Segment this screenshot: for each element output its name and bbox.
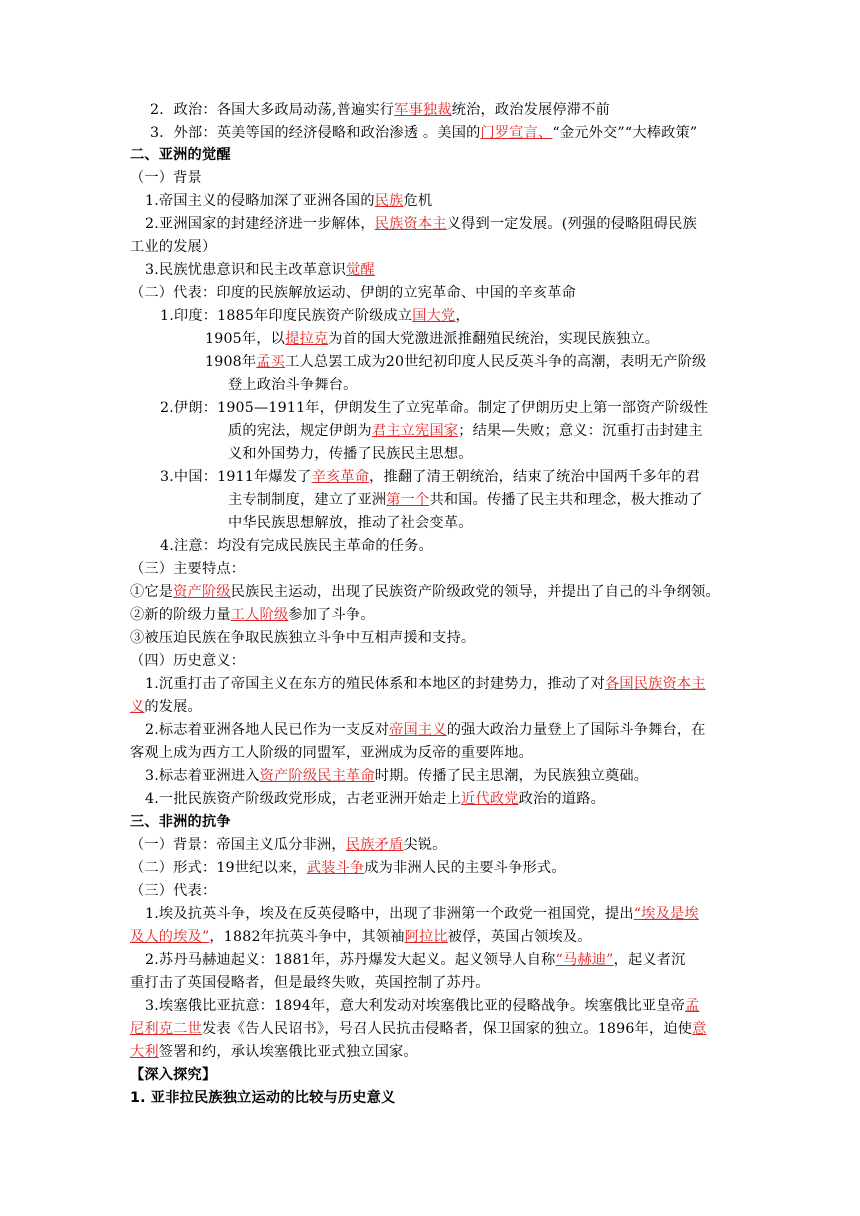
highlighted-keyword: 民族矛盾 xyxy=(345,837,404,853)
text-line xyxy=(228,512,735,535)
line-text: 工业的发展） xyxy=(130,239,217,255)
line-text: 民族民主运动，出现了民族资产阶级政党的领导，并提出了自己的斗争纲领。 xyxy=(230,584,720,600)
line-text: 1. 亚非拉民族独立运动的比较与历史意义 xyxy=(130,1090,396,1106)
line-text: ，1882年抗英斗争中，其领袖 xyxy=(209,929,405,945)
text-line xyxy=(130,926,735,949)
highlighted-keyword: 门罗宣言、 xyxy=(480,125,553,141)
line-text: 为首的国大党激进派推翻殖民统治，实现民族独立。 xyxy=(328,331,660,347)
line-text: 参加了斗争。 xyxy=(288,607,375,623)
line-text: 1.埃及抗英斗争，埃及在反英侵略中，出现了非洲第一个政党一祖国党，提出 xyxy=(145,906,634,922)
line-text: “金元外交”“大棒政策” xyxy=(552,125,698,141)
line-text: 1908年 xyxy=(205,354,257,370)
text-line xyxy=(130,650,735,673)
highlighted-keyword: 大利 xyxy=(130,1044,159,1060)
text-line xyxy=(150,122,735,145)
text-line xyxy=(228,420,735,443)
text-line xyxy=(130,627,735,650)
text-line xyxy=(228,443,735,466)
line-text: 1.沉重打击了帝国主义在东方的殖民体系和本地区的封建势力，推动了对 xyxy=(145,676,605,692)
text-line xyxy=(228,374,735,397)
line-text: （一）背景 xyxy=(130,170,202,186)
text-line xyxy=(130,972,735,995)
line-text: 2．政治：各国大多政局动荡,普遍实行 xyxy=(150,102,395,118)
line-text: 【深入探究】 xyxy=(130,1067,217,1083)
line-text: 危机 xyxy=(403,193,433,209)
highlighted-keyword: 君主立宪国家 xyxy=(371,423,459,439)
highlighted-keyword: 提拉克 xyxy=(285,331,329,347)
highlighted-keyword: 近代政党 xyxy=(461,791,519,807)
line-text: 时期。传播了民主思潮，为民族独立奠础。 xyxy=(374,768,649,784)
line-text: 3．外部：英美等国的经济侵略和政治渗透 。美国的 xyxy=(150,125,481,141)
line-text: 客观上成为西方工人阶级的同盟军，亚洲成为反帝的重要阵地。 xyxy=(130,745,533,761)
line-text: 2.亚洲国家的封建经济进一步解体， xyxy=(145,216,375,232)
line-text: ， xyxy=(455,308,470,324)
highlighted-keyword: 孟买 xyxy=(256,354,286,370)
section-heading xyxy=(130,1064,735,1087)
line-text: 成为非洲人民的主要斗争形式。 xyxy=(364,860,566,876)
text-line xyxy=(130,604,735,627)
line-text: 被俘，英国占领埃及。 xyxy=(447,929,592,945)
text-line xyxy=(145,719,735,742)
line-text: 主专制制度，建立了亚洲 xyxy=(228,492,387,508)
highlighted-keyword: “埃及是埃 xyxy=(633,906,699,922)
highlighted-keyword: 资产阶级 xyxy=(173,584,231,600)
text-line xyxy=(130,1018,735,1041)
text-line xyxy=(130,1041,735,1064)
line-text: 4.一批民族资产阶级政党形成，古老亚洲开始走上 xyxy=(145,791,462,807)
highlighted-keyword: 第一个 xyxy=(386,492,430,508)
text-line xyxy=(130,742,735,765)
line-text: ②新的阶级力量 xyxy=(130,607,231,623)
highlighted-keyword: 觉醒 xyxy=(345,262,375,278)
line-text: 2.伊朗：1905—1911年，伊朗发生了立宪革命。制定了伊朗历史上第一部资产阶级性 xyxy=(160,400,709,416)
line-text: 签署和约，承认埃塞俄比亚式独立国家。 xyxy=(158,1044,418,1060)
line-text: 登上政治斗争舞台。 xyxy=(228,377,358,393)
highlighted-keyword: 军事独裁 xyxy=(394,102,452,118)
line-text: 三、非洲的抗争 xyxy=(130,814,231,830)
line-text: 1.帝国主义的侵略加深了亚洲各国的 xyxy=(145,193,375,209)
text-line xyxy=(145,190,735,213)
highlighted-keyword: 辛亥革命 xyxy=(311,469,370,485)
line-text: （二）代表：印度的民族解放运动、伊朗的立宪革命、中国的辛亥革命 xyxy=(130,285,577,301)
line-text: 二、亚洲的觉醒 xyxy=(130,147,231,163)
text-line xyxy=(145,788,735,811)
line-text: 尖锐。 xyxy=(403,837,447,853)
line-text: （三）代表： xyxy=(130,883,217,899)
line-text: ①它是 xyxy=(130,584,174,600)
line-text: ，起义者沉 xyxy=(613,952,686,968)
highlighted-keyword: 民族资本主 xyxy=(374,216,447,232)
text-line xyxy=(130,857,735,880)
section-heading xyxy=(130,811,735,834)
highlighted-keyword: “马赫迪” xyxy=(555,952,614,968)
text-line xyxy=(145,213,735,236)
text-line xyxy=(145,673,735,696)
text-line xyxy=(130,696,735,719)
text-line xyxy=(205,328,735,351)
line-text: 发表《告人民诏书》，号召人民抗击侵略者，保卫国家的独立。1896年，迫使 xyxy=(201,1021,693,1037)
line-text: 工人总罢工成为20世纪初印度人民反英斗争的高潮，表明无产阶级 xyxy=(285,354,707,370)
line-text: （一）背景：帝国主义瓜分非洲， xyxy=(130,837,346,853)
text-line xyxy=(145,903,735,926)
line-text: 义和外国势力，传播了民族民主思想。 xyxy=(228,446,473,462)
highlighted-keyword: 民族 xyxy=(374,193,404,209)
line-text: ；结果—失败；意义：沉重打击封建主 xyxy=(458,423,703,439)
highlighted-keyword: 国大党 xyxy=(412,308,456,324)
line-text: 统治，政治发展停滞不前 xyxy=(451,102,610,118)
text-line xyxy=(130,167,735,190)
line-text: 中华民族思想解放，推动了社会变革。 xyxy=(228,515,473,531)
line-text: 的强大政治力量登上了国际斗争舞台，在 xyxy=(446,722,706,738)
text-line xyxy=(145,259,735,282)
text-line xyxy=(130,880,735,903)
text-line xyxy=(130,558,735,581)
text-line xyxy=(160,397,735,420)
highlighted-keyword: 武装斗争 xyxy=(306,860,365,876)
line-text: 3.中国：1911年爆发了 xyxy=(160,469,312,485)
line-text: 的发展。 xyxy=(144,699,202,715)
text-line xyxy=(160,535,735,558)
section-heading xyxy=(130,144,735,167)
line-text: ③被压迫民族在争取民族独立斗争中互相声援和支持。 xyxy=(130,630,476,646)
highlighted-keyword: 阿拉比 xyxy=(404,929,448,945)
text-line xyxy=(130,236,735,259)
line-text: 2.苏丹马赫迪起义：1881年，苏丹爆发大起义。起义领导人自称 xyxy=(145,952,556,968)
line-text: 共和国。传播了民主共和理念，极大推动了 xyxy=(429,492,703,508)
text-line xyxy=(150,99,735,122)
highlighted-keyword: 及人的埃及” xyxy=(130,929,210,945)
line-text: 3.标志着亚洲进入 xyxy=(145,768,260,784)
line-text: 义得到一定发展。(列强的侵略阻碍民族 xyxy=(446,216,698,232)
text-line xyxy=(130,834,735,857)
text-line xyxy=(145,765,735,788)
highlighted-keyword: 义 xyxy=(130,699,145,715)
line-text: （二）形式：19世纪以来， xyxy=(130,860,307,876)
line-text: ，推翻了清王朝统治，结束了统治中国两千多年的君 xyxy=(369,469,701,485)
highlighted-keyword: 各国民族资本主 xyxy=(604,676,706,692)
text-line xyxy=(205,351,735,374)
text-line xyxy=(130,581,735,604)
section-heading xyxy=(130,1087,735,1110)
line-text: 重打击了英国侵略者，但是最终失败，英国控制了苏丹。 xyxy=(130,975,490,991)
text-line xyxy=(145,995,735,1018)
highlighted-keyword: 工人阶级 xyxy=(230,607,289,623)
highlighted-keyword: 资产阶级民主革命 xyxy=(259,768,375,784)
line-text: 4.注意：均没有完成民族民主革命的任务。 xyxy=(160,538,433,554)
highlighted-keyword: 尼利克二世 xyxy=(130,1021,202,1037)
line-text: 2.标志着亚洲各地人民已作为一支反对 xyxy=(145,722,390,738)
line-text: 3.民族忧患意识和民主改革意识 xyxy=(145,262,346,278)
text-line xyxy=(130,282,735,305)
text-line xyxy=(160,466,735,489)
line-text: 1905年，以 xyxy=(205,331,286,347)
highlighted-keyword: 意 xyxy=(692,1021,707,1037)
text-line xyxy=(145,949,735,972)
line-text: （三）主要特点： xyxy=(130,561,246,577)
text-line xyxy=(160,305,735,328)
highlighted-keyword: 孟 xyxy=(685,998,700,1014)
highlighted-keyword: 帝国主义 xyxy=(389,722,447,738)
line-text: 3.埃塞俄比亚抗意：1894年，意大利发动对埃塞俄比亚的侵略战争。埃塞俄比亚皇帝 xyxy=(145,998,686,1014)
line-text: （四）历史意义： xyxy=(130,653,246,669)
text-line xyxy=(228,489,735,512)
line-text: 质的宪法，规定伊朗为 xyxy=(228,423,372,439)
line-text: 政治的道路。 xyxy=(518,791,605,807)
line-text: 1.印度：1885年印度民族资产阶级成立 xyxy=(160,308,413,324)
